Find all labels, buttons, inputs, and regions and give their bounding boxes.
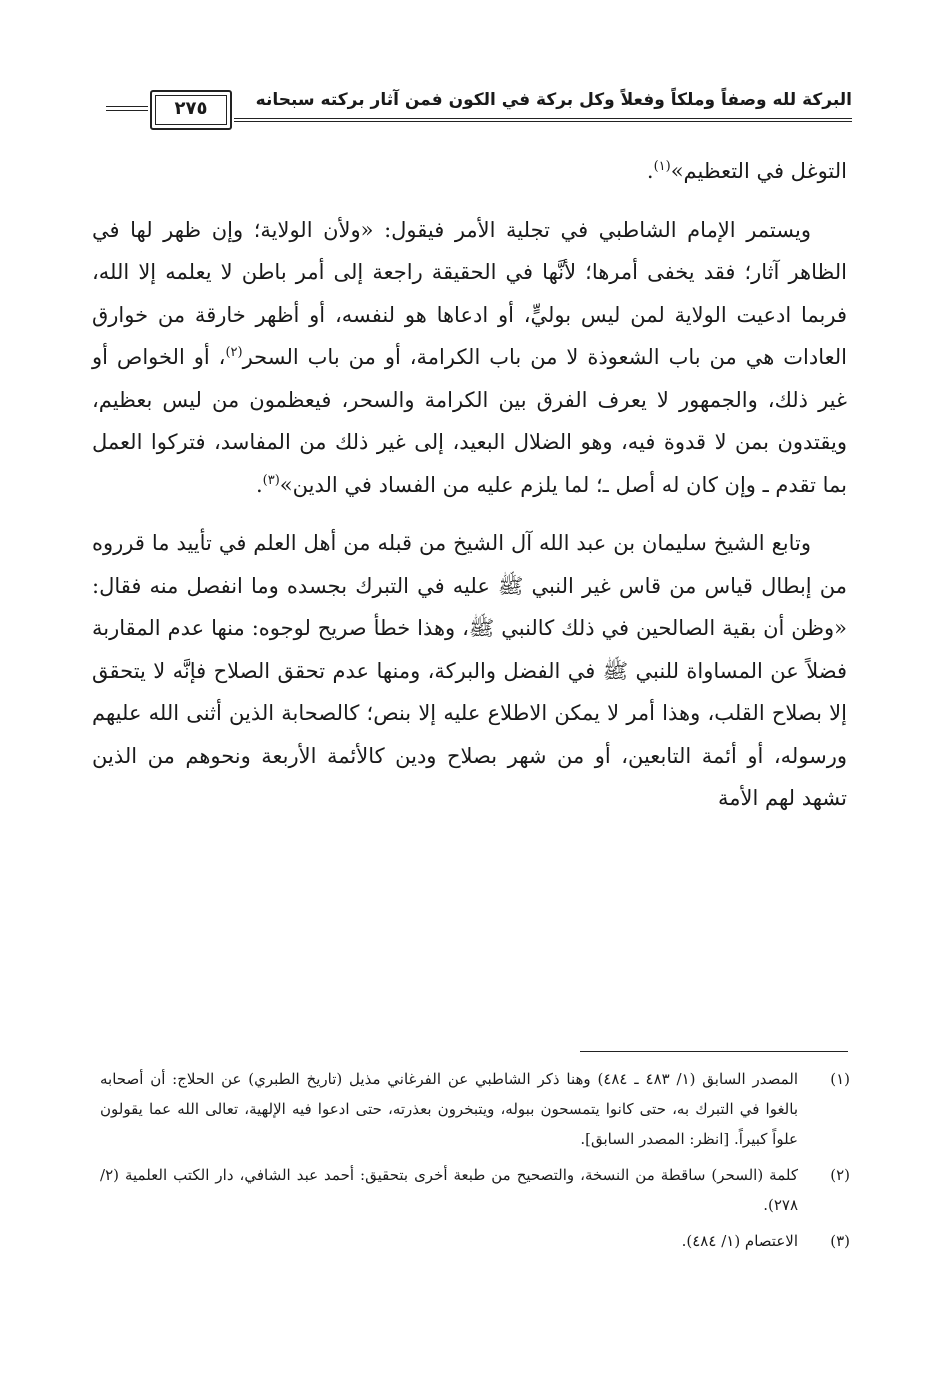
footnote-2 (100, 1160, 850, 1220)
paragraph-2-text-a: ويستمر الإمام الشاطبي في تجلية الأمر فيقول: «ولأن الولاية؛ وإن ظهر لها في الظاهر آثار؛ فقد يخفى أمرها؛ لأنَّها في الحقيقة راجعة إلى أمر باطن لا يعلمه إلا الله، فربما ادعيت الولاية لمن ليس بوليٍّ، أو ادعاها هو لنفسه، أو أظهر خارقة من خوارق العادات هي من باب الشعوذة لا من باب الكرامة، أو من باب السحر (92, 217, 847, 369)
paragraph-1-text: التوغل في التعظيم» (670, 159, 847, 183)
footnote-text: الاعتصام (١/ ٤٨٤). (681, 1232, 798, 1250)
paragraph-2-text-b: ، أو الخواص أو غير ذلك، والجمهور لا يعرف الفرق بين الكرامة والسحر، فيعظمون من ليس بعظيم، ويقتدون بمن لا قدوة فيه، وهو الضلال البعيد، إلى غير ذلك من المفاسد، فتركوا العمل بما تقدم ـ وإن كان له أصل ـ؛ لما يلزم عليه من الفساد في الدين» (92, 345, 847, 497)
page-number: ٢٧٥ (174, 98, 208, 119)
running-title: البركة لله وصفاً وملكاً وفعلاً وكل بركة في الكون فمن آثار بركته سبحانه (255, 90, 852, 110)
paragraph-1 (92, 150, 847, 193)
footnote-number: (٢) (830, 1166, 850, 1184)
footnote-number: (٣) (830, 1232, 850, 1250)
footnote-3 (100, 1226, 850, 1256)
footnotes (100, 1064, 850, 1262)
paragraph-1-end: . (646, 159, 654, 183)
paragraph-3 (92, 522, 847, 820)
main-text (92, 150, 847, 820)
footnote-text: المصدر السابق (١/ ٤٨٣ ـ ٤٨٤) وهنا ذكر الشاطبي عن الفرغاني مذيل (تاريخ الطبري) عن الحلاج: أن أصحابه بالغوا في التبرك به، حتى كانوا يتمسحون ببوله، ويتبخرون بعذرته، حتى ادعوا فيه الإلهية، تعالى الله عما يقولون علواً كبيراً. [انظر: المصدر السابق]. (100, 1070, 799, 1148)
footnote-number: (١) (830, 1070, 850, 1088)
footnote-ref-2: (٢) (225, 345, 243, 360)
header-rule-left (106, 106, 148, 111)
footnote-ref-3: (٣) (262, 472, 280, 488)
footnote-separator (580, 1051, 848, 1052)
paragraph-2-end: . (255, 472, 263, 497)
footnote-text: كلمة (السحر) ساقطة من النسخة، والتصحيح من طبعة أخرى بتحقيق: أحمد عبد الشافي، دار الكتب العلمية (٢/ ٢٧٨). (100, 1166, 798, 1214)
header-rule (234, 118, 852, 122)
paragraph-2 (92, 209, 847, 507)
page-number-frame (150, 90, 232, 130)
footnote-ref-1: (١) (653, 159, 671, 174)
footnote-1 (100, 1064, 850, 1154)
page-header (106, 80, 852, 136)
paragraph-3-text: وتابع الشيخ سليمان بن عبد الله آل الشيخ من قبله من أهل العلم في تأييد ما قرروه من إبطال قياس من قاس غير النبي ﷺ عليه في التبرك بجسده وما انفصل منه فقال: «وظن أن بقية الصالحين في ذلك كالنبي ﷺ، وهذا خطأ صريح لوجوه: منها عدم المقاربة فضلاً عن المساواة للنبي ﷺ في الفضل والبركة، ومنها عدم تحقق الصلاح فإنَّه لا يتحقق إلا بصلاح القلب، وهذا أمر لا يمكن الاطلاع عليه إلا بنص؛ كالصحابة الذين أثنى الله عليهم ورسوله، أو أئمة التابعين، أو من شهر بصلاح ودين كالأئمة الأربعة ونحوهم من الذين تشهد لهم الأمة (92, 531, 847, 810)
